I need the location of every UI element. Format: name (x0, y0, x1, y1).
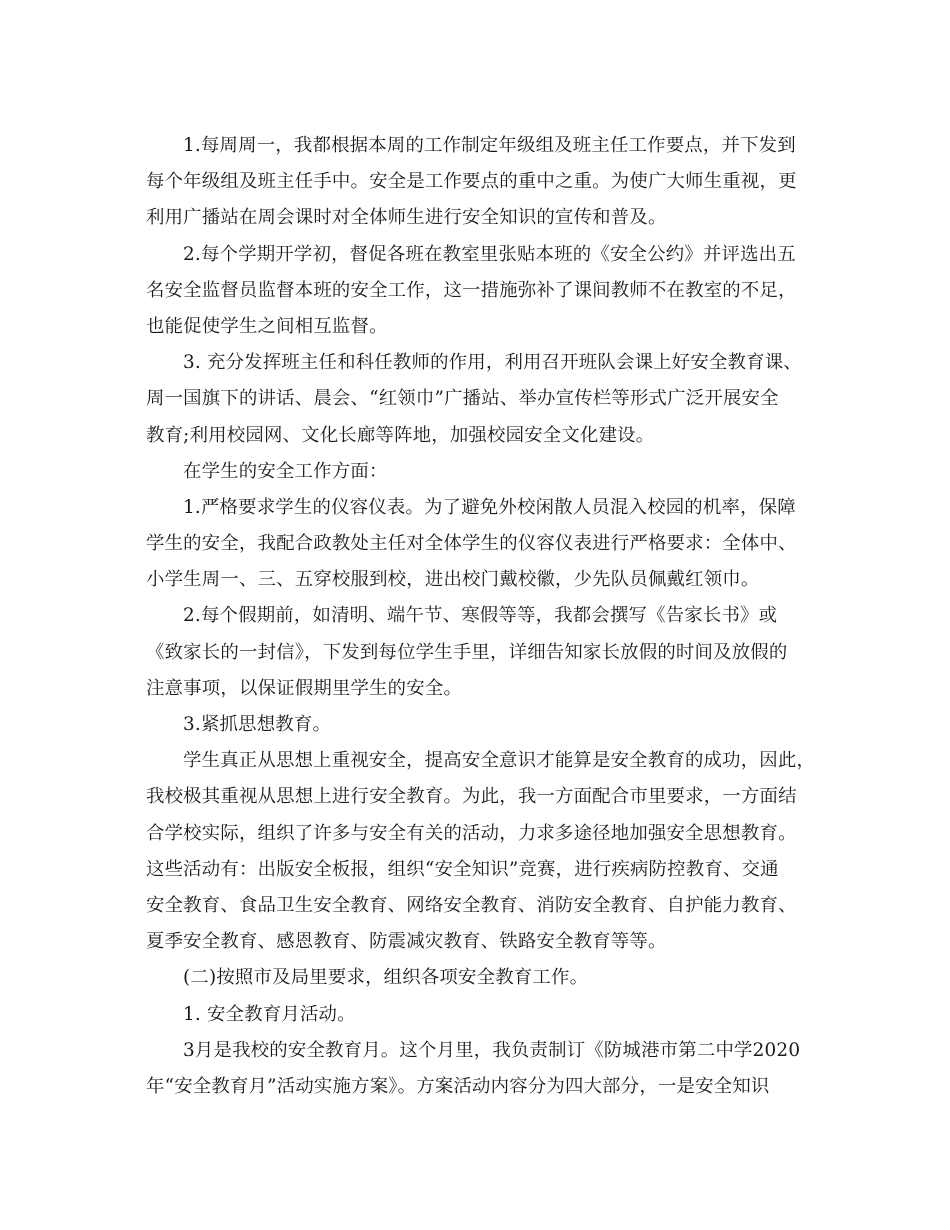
text-line: 3. 充分发挥班主任和科任教师的作用，利用召开班队会课上好安全教育课、 (183, 352, 802, 374)
text-line: 合学校实际，组织了许多与安全有关的活动，力求多途径地加强安全思想教育。 (146, 822, 797, 844)
text-line: 每个年级组及班主任手中。安全是工作要点的重中之重。为使广大师生重视，更 (146, 171, 797, 193)
text-line: 注意事项，以保证假期里学生的安全。 (146, 677, 463, 699)
text-line: 教育;利用校园网、文化长廊等阵地，加强校园安全文化建设。 (146, 424, 655, 446)
text-line: 1. 安全教育月活动。 (183, 1003, 356, 1025)
text-line: 在学生的安全工作方面： (183, 460, 388, 482)
text-line: 小学生周一、三、五穿校服到校，进出校门戴校徽，少先队员佩戴红领巾。 (146, 569, 760, 591)
text-line: 我校极其重视从思想上进行安全教育。为此，我一方面配合市里要求，一方面结 (146, 786, 797, 808)
text-line: 1.严格要求学生的仪容仪表。为了避免外校闲散人员混入校园的机率，保障 (183, 496, 796, 518)
text-line: 这些活动有：出版安全板报，组织“安全知识”竞赛，进行疾病防控教育、交通 (146, 858, 779, 880)
text-line: (二)按照市及局里要求，组织各项安全教育工作。 (183, 967, 589, 989)
text-line: 夏季安全教育、感恩教育、防震减灾教育、铁路安全教育等等。 (146, 931, 667, 953)
text-line: 学生真正从思想上重视安全，提高安全意识才能算是安全教育的成功，因此， (183, 750, 816, 772)
text-line: 年“安全教育月”活动实施方案》。方案活动内容分为四大部分，一是安全知识 (146, 1075, 770, 1097)
text-line: 名安全监督员监督本班的安全工作，这一措施弥补了课间教师不在教室的不足， (146, 279, 797, 301)
text-line: 3.紧抓思想教育。 (183, 714, 332, 735)
text-line: 3月是我校的安全教育月。这个月里，我负责制订《防城港市第二中学2020 (183, 1039, 801, 1061)
text-line: 也能促使学生之间相互监督。 (146, 315, 388, 337)
text-line: 周一国旗下的讲话、晨会、“红领巾”广播站、举办宣传栏等形式广泛开展安全 (146, 388, 779, 410)
text-line: 2.每个学期开学初，督促各班在教室里张贴本班的《安全公约》并评选出五 (183, 243, 796, 265)
text-line: 安全教育、食品卫生安全教育、网络安全教育、消防安全教育、自护能力教育、 (146, 894, 797, 916)
text-line: 1.每周周一，我都根据本周的工作制定年级组及班主任工作要点，并下发到 (183, 135, 796, 156)
text-line: 2.每个假期前，如清明、端午节、寒假等等，我都会撰写《告家长书》或 (183, 605, 778, 627)
text-line: 利用广播站在周会课时对全体师生进行安全知识的宣传和普及。 (146, 207, 667, 229)
document-body (146, 128, 816, 1105)
text-line: 学生的安全，我配合政教处主任对全体学生的仪容仪表进行严格要求：全体中、 (146, 533, 797, 555)
text-line: 《致家长的一封信》，下发到每位学生手里，详细告知家长放假的时间及放假的 (146, 641, 788, 663)
